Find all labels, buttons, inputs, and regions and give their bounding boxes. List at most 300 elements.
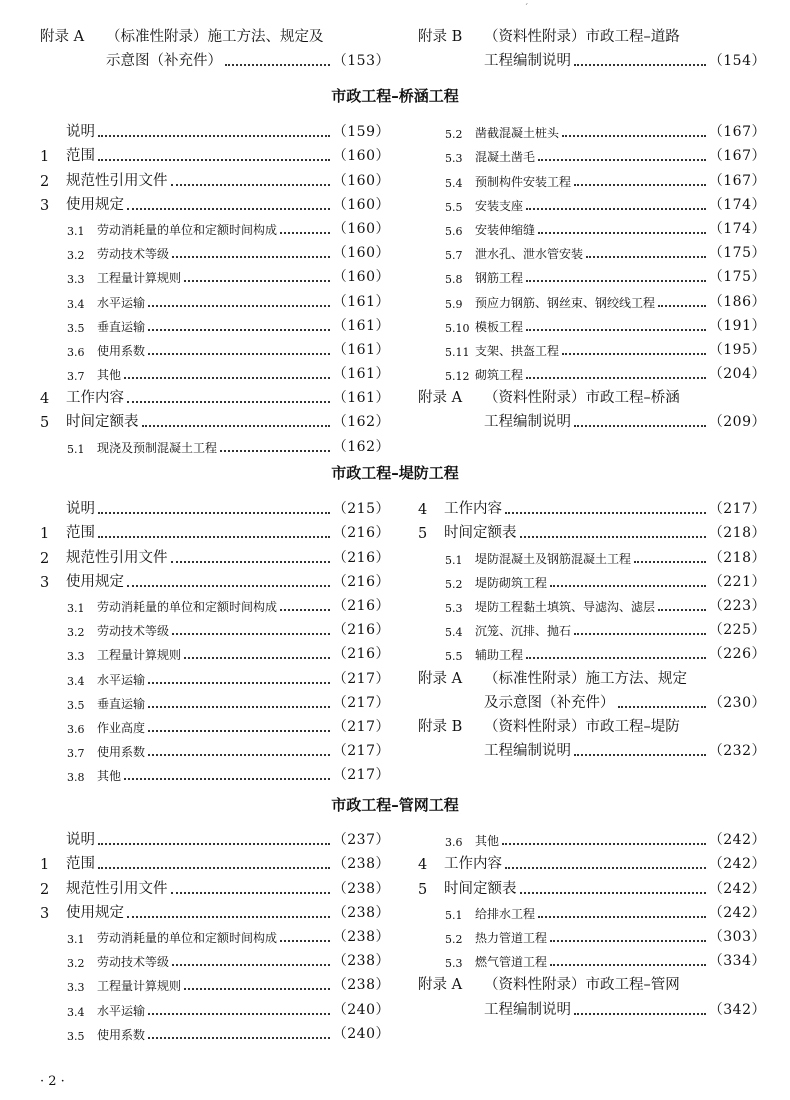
appendix-title-line2: 工程编制说明 (484, 743, 571, 760)
entry-number: 5.5 (445, 650, 463, 664)
entry-number: 5.1 (67, 442, 85, 456)
entry-number: 5.6 (445, 224, 463, 238)
entry-number: 3.7 (67, 747, 85, 761)
entry-number: 5.5 (445, 200, 463, 214)
leader-dots (98, 535, 330, 538)
leader-dots (502, 842, 706, 845)
entry-page-ref: （160） (332, 245, 390, 262)
entry-page-ref: （217） (332, 694, 390, 711)
appendix-page-ref: （209） (708, 414, 766, 431)
leader-dots (550, 584, 706, 587)
toc-entry[interactable] (40, 663, 390, 687)
entry-title: 预应力钢筋、钢丝束、钢绞线工程 (475, 295, 656, 310)
entry-page-ref: （162） (332, 414, 390, 431)
toc-entry[interactable] (418, 262, 766, 286)
toc-entry[interactable] (40, 898, 390, 922)
entry-page-ref: （160） (332, 196, 390, 213)
entry-number: 5.3 (445, 152, 463, 166)
entry-title: 范围 (66, 525, 95, 542)
entry-title: 使用规定 (66, 573, 124, 590)
entry-page-ref: （217） (332, 743, 390, 760)
toc-entry[interactable] (418, 286, 766, 310)
toc-entry[interactable] (40, 190, 390, 214)
entry-title: 使用系数 (97, 343, 146, 358)
leader-dots (127, 400, 330, 403)
toc-entry[interactable] (418, 849, 766, 873)
entry-page-ref: （242） (708, 904, 766, 921)
toc-entry[interactable] (40, 591, 390, 615)
entry-page-ref: （160） (332, 269, 390, 286)
toc-entry[interactable] (418, 542, 766, 566)
entry-number: 5.2 (445, 577, 463, 591)
entry-number: 5.2 (445, 932, 463, 946)
leader-dots (98, 134, 330, 137)
entry-title: 热力管道工程 (475, 930, 548, 945)
toc-entry[interactable] (40, 262, 390, 286)
leader-dots (538, 158, 706, 161)
entry-number: 3.4 (67, 674, 85, 688)
toc-entry[interactable] (418, 238, 766, 262)
entry-title: 范围 (66, 148, 95, 165)
appendix-page-ref: （153） (332, 53, 390, 70)
entry-title: 堤防砌筑工程 (475, 575, 548, 590)
appendix-entry[interactable] (418, 712, 766, 760)
entry-page-ref: （204） (708, 366, 766, 383)
appendix-title-line1: （资料性附录）市政工程–堤防 (484, 718, 680, 735)
appendix-title-line1: （资料性附录）市政工程–管网 (484, 977, 680, 994)
entry-page-ref: （242） (708, 880, 766, 897)
leader-dots (184, 987, 330, 990)
entry-title: 水平运输 (97, 1003, 146, 1018)
leader-dots (98, 511, 330, 514)
entry-title: 水平运输 (97, 295, 146, 310)
leader-dots (538, 231, 706, 234)
toc-entry[interactable] (418, 165, 766, 189)
toc-entry[interactable] (40, 117, 390, 141)
entry-title: 砌筑工程 (475, 368, 524, 383)
leader-dots (526, 656, 706, 659)
entry-title: 堤防工程黏土填筑、导滤沟、滤层 (475, 599, 656, 614)
toc-entry[interactable] (418, 591, 766, 615)
entry-number: 3.3 (67, 650, 85, 664)
leader-dots (505, 511, 706, 514)
entry-title: 时间定额表 (66, 414, 139, 431)
toc-column-right (418, 825, 766, 1019)
toc-entry[interactable] (40, 615, 390, 639)
entry-number: 1 (40, 526, 50, 543)
appendix-page-ref: （154） (708, 53, 766, 70)
toc-entry[interactable] (418, 359, 766, 383)
toc-entry[interactable] (40, 335, 390, 359)
entry-page-ref: （217） (332, 670, 390, 687)
entry-title: 堤防混凝土及钢筋混凝土工程 (475, 551, 632, 566)
entry-title: 凿截混凝土桩头 (475, 126, 560, 141)
leader-dots (148, 705, 330, 708)
section-heading: 市政工程–桥涵工程 (331, 87, 459, 105)
toc-column-left (40, 825, 390, 1043)
entry-title: 辅助工程 (475, 648, 524, 663)
entry-page-ref: （217） (332, 767, 390, 784)
entry-title: 工作内容 (66, 390, 124, 407)
toc-entry[interactable] (40, 494, 390, 518)
entry-number: 5 (418, 526, 428, 543)
entry-number: 2 (40, 173, 50, 190)
top-left-appendix (40, 22, 390, 70)
leader-dots (148, 753, 330, 756)
entry-page-ref: （334） (708, 953, 766, 970)
toc-entry[interactable] (40, 849, 390, 873)
leader-dots (148, 1036, 330, 1039)
entry-number: 2 (40, 550, 50, 567)
toc-entry[interactable] (40, 165, 390, 189)
toc-entry[interactable] (418, 825, 766, 849)
entry-title: 使用规定 (66, 196, 124, 213)
appendix-title-line2: 工程编制说明 (484, 414, 571, 431)
entry-title: 其他 (97, 368, 122, 383)
leader-dots (184, 279, 330, 282)
entry-page-ref: （167） (708, 124, 766, 141)
entry-title: 安装伸缩缝 (475, 222, 536, 237)
toc-entry[interactable] (418, 518, 766, 542)
toc-entry[interactable] (418, 141, 766, 165)
leader-dots (127, 584, 330, 587)
entry-title: 时间定额表 (444, 880, 517, 897)
toc-entry[interactable] (40, 431, 390, 455)
entry-number: 1 (40, 857, 50, 874)
entry-title: 劳动消耗量的单位和定额时间构成 (97, 599, 278, 614)
entry-title: 劳动消耗量的单位和定额时间构成 (97, 222, 278, 237)
entry-title: 工程量计算规则 (97, 648, 182, 663)
entry-title: 垂直运输 (97, 319, 146, 334)
entry-page-ref: （303） (708, 928, 766, 945)
entry-page-ref: （191） (708, 317, 766, 334)
leader-dots (124, 376, 330, 379)
entry-title: 工程量计算规则 (97, 271, 182, 286)
leader-dots (148, 328, 330, 331)
appendix-entry[interactable] (418, 970, 766, 1018)
toc-entry[interactable] (40, 567, 390, 591)
entry-number: 3.5 (67, 1029, 85, 1043)
appendix-entry[interactable] (418, 383, 766, 431)
entry-title: 预制构件安装工程 (475, 174, 572, 189)
toc-entry[interactable] (40, 359, 390, 383)
entry-number: 3.6 (67, 345, 85, 359)
entry-page-ref: （217） (708, 501, 766, 518)
leader-dots (148, 352, 330, 355)
toc-entry[interactable] (40, 946, 390, 970)
leader-dots (171, 560, 330, 563)
entry-page-ref: （216） (332, 525, 390, 542)
leader-dots (550, 963, 706, 966)
entry-title: 劳动技术等级 (97, 624, 170, 639)
entry-title: 现浇及预制混凝土工程 (97, 440, 218, 455)
entry-title: 使用系数 (97, 745, 146, 760)
entry-page-ref: （167） (708, 172, 766, 189)
entry-title: 使用系数 (97, 1027, 146, 1042)
toc-entry[interactable] (40, 407, 390, 431)
entry-number: 3.6 (67, 722, 85, 736)
entry-number: 5.1 (445, 908, 463, 922)
entry-number: 4 (40, 391, 50, 408)
toc-column-right (418, 494, 766, 760)
entry-title: 沉笼、沉排、抛石 (475, 624, 572, 639)
toc-entry[interactable] (40, 311, 390, 335)
leader-dots (574, 1012, 706, 1015)
appendix-label: 附录 B (418, 29, 463, 46)
leader-dots (526, 328, 706, 331)
entry-number: 3 (40, 574, 50, 591)
entry-page-ref: （160） (332, 172, 390, 189)
toc-entry[interactable] (418, 873, 766, 897)
entry-title: 工作内容 (444, 856, 502, 873)
toc-entry[interactable] (418, 639, 766, 663)
entry-number: 5.2 (445, 128, 463, 142)
toc-entry[interactable] (40, 214, 390, 238)
entry-title: 燃气管道工程 (475, 955, 548, 970)
leader-dots (172, 632, 330, 635)
entry-title: 钢筋工程 (475, 271, 524, 286)
entry-number: 5.3 (445, 957, 463, 971)
appendix-page-ref: （342） (708, 1001, 766, 1018)
entry-page-ref: （242） (708, 832, 766, 849)
entry-title: 劳动技术等级 (97, 247, 170, 262)
entry-number: 3.1 (67, 601, 85, 615)
appendix-title-line2: 示意图（补充件） (106, 53, 222, 70)
entry-page-ref: （221） (708, 573, 766, 590)
entry-title: 泄水孔、泄水管安装 (475, 247, 584, 262)
toc-entry[interactable] (418, 494, 766, 518)
entry-number: 5.4 (445, 176, 463, 190)
toc-entry[interactable] (40, 922, 390, 946)
leader-dots (280, 608, 330, 611)
entry-number: 5.9 (445, 297, 463, 311)
leader-dots (280, 231, 330, 234)
entry-number: 3.4 (67, 1005, 85, 1019)
leader-dots (171, 183, 330, 186)
leader-dots (127, 207, 330, 210)
toc-column-left (40, 494, 390, 784)
entry-number: 5.4 (445, 626, 463, 640)
entry-number: 3 (40, 197, 50, 214)
entry-number: 3.5 (67, 698, 85, 712)
entry-page-ref: （215） (332, 501, 390, 518)
toc-entry[interactable] (40, 141, 390, 165)
entry-title: 安装支座 (475, 198, 524, 213)
toc-entry[interactable] (418, 214, 766, 238)
entry-number: 5.10 (445, 321, 470, 335)
entry-title: 其他 (475, 834, 500, 849)
entry-page-ref: （238） (332, 928, 390, 945)
entry-page-ref: （195） (708, 341, 766, 358)
leader-dots (618, 705, 706, 708)
entry-page-ref: （186） (708, 293, 766, 310)
entry-page-ref: （175） (708, 269, 766, 286)
entry-number: 5 (40, 415, 50, 432)
leader-dots (127, 915, 330, 918)
appendix-title-line1: （标准性附录）施工方法、规定 (484, 670, 687, 687)
leader-dots (562, 134, 706, 137)
leader-dots (574, 183, 706, 186)
entry-number: 3.5 (67, 321, 85, 335)
entry-title: 规范性引用文件 (66, 549, 168, 566)
entry-number: 3.2 (67, 626, 85, 640)
appendix-label: 附录 A (418, 977, 463, 994)
toc-column-right (418, 117, 766, 431)
entry-title: 水平运输 (97, 672, 146, 687)
entry-page-ref: （216） (332, 646, 390, 663)
entry-number: 3.4 (67, 297, 85, 311)
toc-entry[interactable] (40, 736, 390, 760)
entry-number: 3.2 (67, 957, 85, 971)
toc-entry[interactable] (40, 825, 390, 849)
entry-page-ref: （237） (332, 832, 390, 849)
toc-entry[interactable] (40, 760, 390, 784)
entry-page-ref: （216） (332, 597, 390, 614)
entry-number: 3.2 (67, 249, 85, 263)
appendix-entry[interactable] (418, 663, 766, 711)
toc-entry[interactable] (40, 1019, 390, 1043)
appendix-label: 附录 A (40, 29, 85, 46)
appendix-title-line2: 工程编制说明 (484, 1001, 571, 1018)
appendix-page-ref: （232） (708, 743, 766, 760)
entry-title: 范围 (66, 856, 95, 873)
entry-page-ref: （238） (332, 856, 390, 873)
leader-dots (526, 207, 706, 210)
appendix-title-line1: （标准性附录）施工方法、规定及 (106, 29, 324, 46)
entry-page-ref: （218） (708, 525, 766, 542)
leader-dots (142, 424, 330, 427)
entry-page-ref: （238） (332, 904, 390, 921)
entry-page-ref: （238） (332, 977, 390, 994)
entry-number: 5 (418, 881, 428, 898)
appendix-title-line2: 及示意图（补充件） (484, 694, 615, 711)
appendix-page-ref: （230） (708, 694, 766, 711)
toc-entry[interactable] (418, 567, 766, 591)
toc-entry[interactable] (418, 117, 766, 141)
leader-dots (550, 939, 706, 942)
leader-dots (520, 535, 706, 538)
entry-title: 模板工程 (475, 319, 524, 334)
appendix-title-line1: （资料性附录）市政工程–桥涵 (484, 390, 680, 407)
entry-number: 3.3 (67, 981, 85, 995)
entry-title: 作业高度 (97, 720, 146, 735)
entry-page-ref: （218） (708, 549, 766, 566)
leader-dots (172, 255, 330, 258)
leader-dots (574, 424, 706, 427)
entry-page-ref: （225） (708, 622, 766, 639)
entry-page-ref: （161） (332, 293, 390, 310)
leader-dots (184, 656, 330, 659)
section-heading: 市政工程–堤防工程 (331, 464, 459, 482)
entry-page-ref: （226） (708, 646, 766, 663)
toc-entry[interactable] (40, 873, 390, 897)
leader-dots (98, 158, 330, 161)
entry-page-ref: （216） (332, 622, 390, 639)
entry-number: 3.6 (445, 836, 463, 850)
entry-title: 说明 (66, 501, 95, 518)
toc-entry[interactable] (40, 518, 390, 542)
entry-title: 垂直运输 (97, 696, 146, 711)
toc-entry[interactable] (40, 542, 390, 566)
entry-number: 5.7 (445, 249, 463, 263)
entry-page-ref: （217） (332, 718, 390, 735)
entry-page-ref: （223） (708, 597, 766, 614)
entry-title: 说明 (66, 124, 95, 141)
entry-title: 混凝土凿毛 (475, 150, 536, 165)
leader-dots (148, 681, 330, 684)
entry-number: 5.3 (445, 601, 463, 615)
toc-entry[interactable] (40, 238, 390, 262)
entry-number: 3 (40, 905, 50, 922)
toc-entry[interactable] (40, 994, 390, 1018)
toc-entry[interactable] (40, 639, 390, 663)
entry-page-ref: （238） (332, 953, 390, 970)
entry-page-ref: （161） (332, 341, 390, 358)
leader-dots (148, 304, 330, 307)
leader-dots (574, 63, 706, 66)
toc-entry[interactable] (40, 712, 390, 736)
entry-number: 5.11 (445, 345, 470, 359)
entry-number: 5.12 (445, 370, 470, 384)
entry-page-ref: （162） (332, 438, 390, 455)
leader-dots (505, 866, 706, 869)
entry-page-ref: （161） (332, 317, 390, 334)
toc-entry[interactable] (418, 615, 766, 639)
leader-dots (220, 449, 330, 452)
entry-page-ref: （238） (332, 880, 390, 897)
entry-page-ref: （175） (708, 245, 766, 262)
toc-entry[interactable] (418, 335, 766, 359)
toc-column-left (40, 117, 390, 456)
entry-title: 劳动技术等级 (97, 955, 170, 970)
entry-number: 3.8 (67, 771, 85, 785)
leader-dots (172, 963, 330, 966)
scan-mark: ˊ (524, 4, 529, 14)
toc-entry[interactable] (40, 383, 390, 407)
entry-title: 时间定额表 (444, 525, 517, 542)
entry-page-ref: （161） (332, 390, 390, 407)
leader-dots (526, 279, 706, 282)
toc-entry[interactable] (418, 311, 766, 335)
appendix-title-line1: （资料性附录）市政工程–道路 (484, 29, 680, 46)
leader-dots (98, 842, 330, 845)
leader-dots (124, 777, 330, 780)
toc-entry[interactable] (40, 286, 390, 310)
leader-dots (225, 63, 330, 66)
leader-dots (634, 560, 706, 563)
toc-entry[interactable] (418, 922, 766, 946)
leader-dots (526, 376, 706, 379)
toc-entry[interactable] (40, 970, 390, 994)
entry-title: 劳动消耗量的单位和定额时间构成 (97, 930, 278, 945)
entry-number: 3.1 (67, 224, 85, 238)
toc-entry[interactable] (418, 898, 766, 922)
entry-title: 说明 (66, 832, 95, 849)
toc-entry[interactable] (418, 190, 766, 214)
leader-dots (658, 608, 706, 611)
entry-page-ref: （242） (708, 856, 766, 873)
entry-title: 使用规定 (66, 904, 124, 921)
top-right-appendix (418, 22, 766, 70)
leader-dots (148, 1012, 330, 1015)
appendix-title-line2: 工程编制说明 (484, 53, 571, 70)
toc-entry[interactable] (418, 946, 766, 970)
entry-page-ref: （240） (332, 1025, 390, 1042)
leader-dots (586, 255, 706, 258)
toc-entry[interactable] (40, 688, 390, 712)
leader-dots (98, 866, 330, 869)
entry-number: 2 (40, 881, 50, 898)
